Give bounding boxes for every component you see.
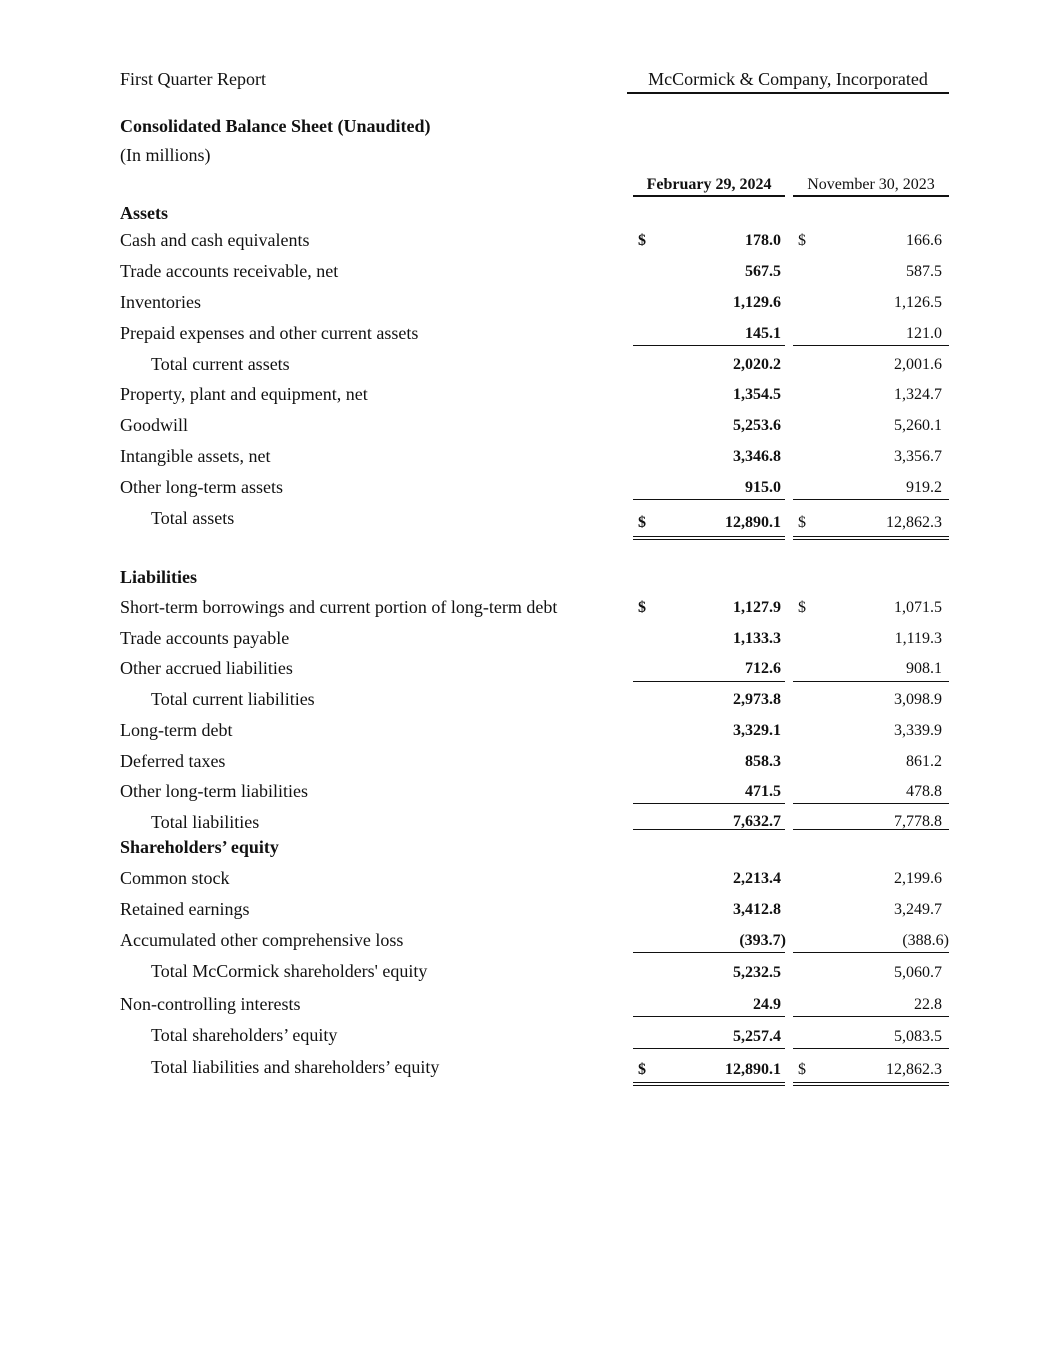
table-row [0, 781, 1055, 812]
table-row [0, 597, 1055, 628]
value-prior: 3,249.7 [894, 901, 942, 918]
statement-title: Consolidated Balance Sheet (Unaudited) [120, 116, 431, 136]
value-current: 3,346.8 [733, 448, 781, 465]
value-prior: 3,356.7 [894, 448, 942, 465]
section-header-equity: Shareholders’ equity [120, 837, 279, 857]
value-current: 7,632.7 [733, 813, 781, 830]
row-label: Short-term borrowings and current portion of long-term debt [120, 597, 558, 617]
value-prior: 22.8 [914, 996, 942, 1013]
table-row [0, 1025, 1055, 1056]
value-current: 915.0 [745, 479, 781, 496]
section-row [0, 567, 1055, 598]
row-label: Trade accounts receivable, net [120, 261, 339, 281]
value-prior: 5,060.7 [894, 964, 942, 981]
value-current: 12,890.1 [725, 514, 781, 531]
value-current: 712.6 [745, 660, 781, 677]
units-note: (In millions) [120, 145, 211, 165]
currency-symbol: $ [798, 514, 806, 531]
table-row [0, 689, 1055, 720]
value-current: 1,129.6 [733, 294, 781, 311]
value-prior: 12,862.3 [886, 514, 942, 531]
value-prior: 121.0 [906, 325, 942, 342]
row-label: Accumulated other comprehensive loss [120, 930, 404, 950]
value-current: 3,412.8 [733, 901, 781, 918]
value-prior: 3,339.9 [894, 722, 942, 739]
value-prior: 587.5 [906, 263, 942, 280]
currency-symbol: $ [638, 599, 646, 616]
value-prior: 5,083.5 [894, 1028, 942, 1045]
row-label: Total liabilities and shareholders’ equity [151, 1057, 440, 1077]
value-prior: 919.2 [906, 479, 942, 496]
table-row [0, 658, 1055, 689]
section-header-liabilities: Liabilities [120, 567, 198, 587]
value-prior: 5,260.1 [894, 417, 942, 434]
row-label: Other long-term assets [120, 477, 283, 497]
table-row [0, 323, 1055, 354]
table-row [0, 477, 1055, 508]
table-row [0, 415, 1055, 446]
value-prior: 12,862.3 [886, 1061, 942, 1078]
company-name: McCormick & Company, Incorporated [627, 69, 949, 94]
value-prior: 1,324.7 [894, 386, 942, 403]
currency-symbol: $ [798, 599, 806, 616]
table-row [0, 720, 1055, 751]
value-current: 5,257.4 [733, 1028, 781, 1045]
value-current: 2,213.4 [733, 870, 781, 887]
value-current: 858.3 [745, 753, 781, 770]
row-label: Non-controlling interests [120, 994, 301, 1014]
table-row [0, 292, 1055, 323]
value-current: 2,020.2 [733, 356, 781, 373]
value-prior: (388.6) [902, 932, 949, 949]
table-row [0, 384, 1055, 415]
row-label: Other accrued liabilities [120, 658, 293, 678]
value-current: 12,890.1 [725, 1061, 781, 1078]
value-current: 2,973.8 [733, 691, 781, 708]
value-current: 145.1 [745, 325, 781, 342]
value-current: 5,253.6 [733, 417, 781, 434]
value-current: 178.0 [745, 232, 781, 249]
value-current: 5,232.5 [733, 964, 781, 981]
row-label: Total assets [151, 508, 235, 528]
value-prior: 861.2 [906, 753, 942, 770]
value-current: 3,329.1 [733, 722, 781, 739]
value-current: 24.9 [753, 996, 781, 1013]
row-label: Common stock [120, 868, 230, 888]
row-label: Total liabilities [151, 812, 260, 832]
value-current: 471.5 [745, 783, 781, 800]
row-label: Long-term debt [120, 720, 233, 740]
currency-symbol: $ [798, 1061, 806, 1078]
table-row [0, 751, 1055, 782]
table-row [0, 994, 1055, 1025]
value-prior: 908.1 [906, 660, 942, 677]
row-label: Total McCormick shareholders' equity [151, 961, 428, 981]
column-header-current: February 29, 2024 [633, 176, 785, 197]
table-row [0, 508, 1055, 539]
row-label: Deferred taxes [120, 751, 226, 771]
value-prior: 7,778.8 [894, 813, 942, 830]
table-row [0, 930, 1055, 961]
row-label: Cash and cash equivalents [120, 230, 310, 250]
value-current: 567.5 [745, 263, 781, 280]
value-prior: 1,119.3 [894, 630, 942, 647]
report-name: First Quarter Report [120, 69, 266, 89]
row-label: Retained earnings [120, 899, 250, 919]
currency-symbol: $ [638, 232, 646, 249]
row-label: Inventories [120, 292, 201, 312]
row-label: Other long-term liabilities [120, 781, 308, 801]
row-label: Intangible assets, net [120, 446, 271, 466]
row-label: Prepaid expenses and other current assets [120, 323, 419, 343]
table-row [0, 899, 1055, 930]
table-row [0, 446, 1055, 477]
column-header-prior: November 30, 2023 [793, 176, 949, 197]
section-row [0, 837, 1055, 868]
row-label: Total shareholders’ equity [151, 1025, 338, 1045]
table-row [0, 628, 1055, 659]
row-label: Total current liabilities [151, 689, 315, 709]
value-current: 1,133.3 [733, 630, 781, 647]
value-prior: 2,199.6 [894, 870, 942, 887]
table-row [0, 261, 1055, 292]
value-prior: 2,001.6 [894, 356, 942, 373]
value-prior: 478.8 [906, 783, 942, 800]
section-header-assets: Assets [120, 203, 168, 223]
table-row [0, 230, 1055, 261]
value-prior: 166.6 [906, 232, 942, 249]
table-row [0, 961, 1055, 992]
table-row [0, 354, 1055, 385]
value-current: 1,354.5 [733, 386, 781, 403]
currency-symbol: $ [638, 1061, 646, 1078]
row-label: Trade accounts payable [120, 628, 290, 648]
value-current: (393.7) [739, 932, 786, 949]
value-prior: 3,098.9 [894, 691, 942, 708]
currency-symbol: $ [798, 232, 806, 249]
currency-symbol: $ [638, 514, 646, 531]
row-label: Property, plant and equipment, net [120, 384, 368, 404]
table-row [0, 868, 1055, 899]
row-label: Goodwill [120, 415, 189, 435]
value-prior: 1,126.5 [894, 294, 942, 311]
value-prior: 1,071.5 [894, 599, 942, 616]
value-current: 1,127.9 [733, 599, 781, 616]
table-row [0, 1057, 1055, 1088]
row-label: Total current assets [151, 354, 290, 374]
